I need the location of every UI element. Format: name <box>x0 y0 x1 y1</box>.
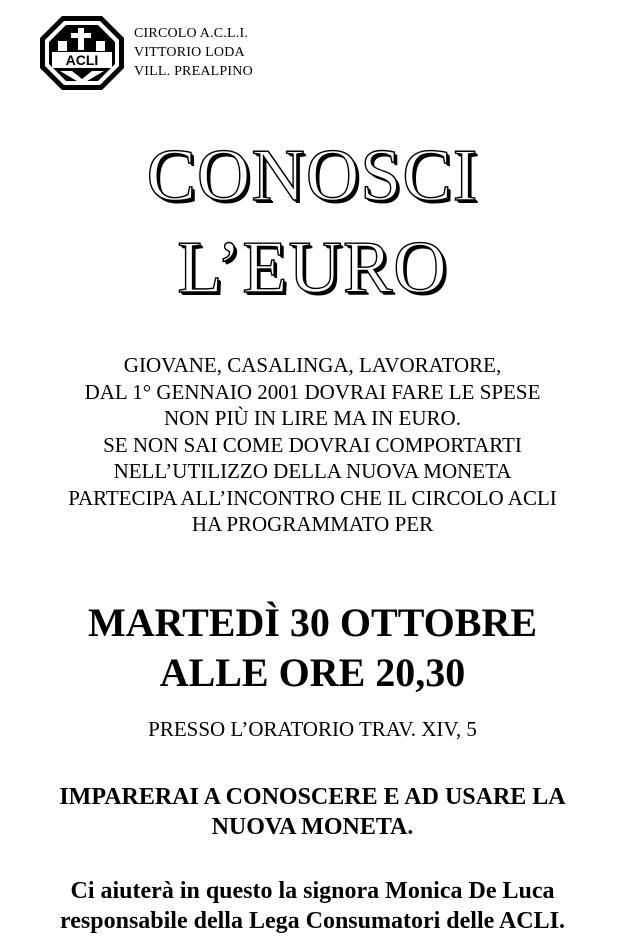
intro-text <box>0 352 625 538</box>
intro-line: HA PROGRAMMATO PER <box>191 512 434 536</box>
headline <box>0 130 625 314</box>
headline-line: CONOSCI <box>146 135 479 217</box>
acli-logo <box>38 14 126 92</box>
speaker-line: responsabile della Lega Consumatori delle ACLI. <box>60 908 565 934</box>
event-time-line: ALLE ORE 20,30 <box>159 650 466 695</box>
intro-line: NON PIÙ IN LIRE MA IN EURO. <box>164 406 461 430</box>
intro-line: PARTECIPA ALL’INCONTRO CHE IL CIRCOLO ACLI <box>68 485 557 510</box>
learn-line: NUOVA MONETA. <box>211 814 414 840</box>
org-line: VILL. PREALPINO <box>134 64 253 79</box>
headline-line: L’EURO <box>177 227 448 309</box>
intro-line: NELL’UTILIZZO DELLA NUOVA MONETA <box>113 459 512 483</box>
intro-line: DAL 1° GENNAIO 2001 DOVRAI FARE LE SPESE <box>84 379 541 404</box>
event-date <box>0 598 625 698</box>
org-name <box>134 24 253 81</box>
org-line: VITTORIO LODA <box>134 45 245 60</box>
org-line: CIRCOLO A.C.L.I. <box>134 26 249 41</box>
intro-line: GIOVANE, CASALINGA, LAVORATORE, <box>123 353 502 377</box>
event-date-line: MARTEDÌ 30 OTTOBRE <box>87 600 538 645</box>
header <box>38 14 338 94</box>
speaker-note <box>0 876 625 936</box>
learn-statement <box>0 782 625 842</box>
intro-line: SE NON SAI COME DOVRAI COMPORTARTI <box>103 432 522 457</box>
logo-text: ACLI <box>65 52 99 68</box>
learn-line: IMPARERAI A CONOSCERE E AD USARE LA <box>59 784 566 810</box>
event-location: PRESSO L’ORATORIO TRAV. XIV, 5 <box>148 717 477 741</box>
speaker-line: Ci aiuterà in questo la signora Monica De Luca <box>70 878 555 904</box>
